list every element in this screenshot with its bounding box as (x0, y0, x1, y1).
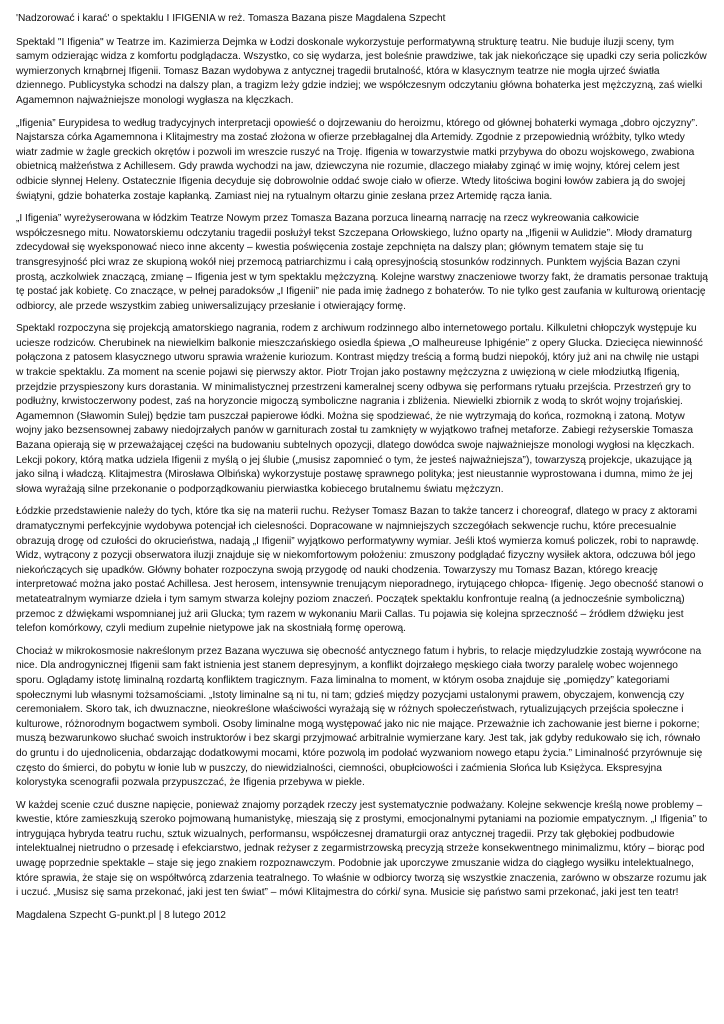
article-byline: Magdalena Szpecht G-punkt.pl | 8 lutego 2012 (16, 909, 226, 921)
article-paragraph-3: „I Ifigenia” wyreżyserowana w łódzkim Teatrze Nowym przez Tomasza Bazana porzuca linearną narrację na rzecz wykreowania całkowicie współczesnego mitu. Nowatorskiemu odczytaniu tragedii posłużył tekst Szczepana Orłowskiego, luźno oparty na „Ifigenii w Aulidzie”. Młody dramaturg zdecydował się wyeksponować nieco inne akcenty – kwestia poświęcenia zostaje zepchnięta na dalszy plan; głównym tematem staje się tu transgresyjność płci wraz ze skupioną wokół niej przemocą patriarchizmu i całą opresyjnością stosunków rodzinnych. Punktem wyjścia Bazan czyni prostą, aczkolwiek znaczącą, zmianę – Ifigenia jest w tym spektaklu mężczyzną. Kolejne warstwy znaczeniowe tworzy fakt, że dramatis personae traktują tę postać jak kobietę. Co znaczące, w pełnej paradoksów „I Ifigenii” nie pada imię żadnego z bohaterów. To nie tylko gest zaufania w kulturową orientację odbiorcy, ale przede wszystkim zabieg uniwersalizujący przesłanie i otwierający formę. (16, 213, 708, 312)
article-paragraph-5: Łódzkie przedstawienie należy do tych, które tka się na materii ruchu. Reżyser Tomasz Bazan to także tancerz i choreograf, dlatego w pracy z aktorami dramatycznymi perfekcyjnie wydobywa potencjał ich cielesności. Dopracowane w najmniejszych szczegółach sekwencje ruchu, które precesualnie obrazują drogę od czułości do okrucieństwa, nadają „I Ifigenii” wyjątkowo performatywny wymiar. Jeśli ktoś wymierza komuś policzek, robi to naprawdę. Widz, wytrącony z pozycji obserwatora iluzji znajduje się w niekomfortowym położeniu: zmuszony podglądać fizyczny wysiłek aktora, odczuwa ból jego niekończących się upadków. Główny bohater rozpoczyna swoją przygodę od nauki chodzenia. Towarzyszy mu Tomasz Bazan, którego kreację interpretować można jako postać Achillesa. Jest herosem, intensywnie trenującym nieporadnego, irytującego chłopca- Ifigenię. Jego obecność stanowi o metateatralnym wymiarze dzieła i tym samym stwarza kolejny poziom znaczeń. Początek spektaklu konfrontuje realną (a jednocześnie symboliczną) przemoc z dźwiękami wspomnianej już arii Glucka; tym razem w wykonaniu Marii Callas. Tu pojawia się kolejna sprzeczność – źródłem dźwięku jest telefon komórkowy, czyli medium zupełnie nietypowe jak na skostniałą formę operową. (16, 506, 704, 635)
article-paragraph-6: Chociaż w mikrokosmosie nakreślonym przez Bazana wyczuwa się obecność antycznego fatum i hybris, to relacje międzyludzkie zostają wywrócone na nice. Dla androgynicznej Ifigenii sam fakt istnienia jest stanem depresyjnym, a konflikt dojrzałego męskiego ciała tworzy paralelę wobec wojennego sporu. Oglądamy istotę liminalną rozdartą konfliktem tragicznym. Faza liminalna to moment, w którym osoba znajduje się „pomiędzy” kategoriami społecznymi lub własnymi tożsamościami. „Istoty liminalne są ni tu, ni tam; gdzieś między pozycjami ustalonymi prawem, obyczajem, konwencją czy ceremoniałem. Skoro tak, ich dwuznaczne, nieokreślone właściwości wyrażają się w różnych społeczeństwach, rytualizujących przejścia społeczne i kulturowe, różnorodnym bogactwem symboli. Osoby liminalne mogą występować jako nic nie mające. Przeważnie ich zachowanie jest bierne i pokorne; muszą bezwarunkowo słuchać swoich instruktorów i bez skargi przyjmować arbitralnie wymierzane kary. Jest tak, jak gdyby redukowało się ich, równało do gruntu i do ujednolicenia, obdarzając dodatkowymi mocami, które pozwolą im podołać wyzwaniom nowego etapu życia.” Liminalność przyrównuje się często do śmierci, do pobytu w łonie lub w puszczy, do niewidzialności, ciemności, obupłciowości i zaćmienia Słońca lub Księżyca. Ekspresyjna kolorystyka scenografii pozwala przypuszczać, że Ifigenia przebywa w piekle. (16, 645, 703, 789)
article-paragraph-7: W każdej scenie czuć duszne napięcie, ponieważ znajomy porządek rzeczy jest systematycznie podważany. Kolejne sekwencje kreślą nowe problemy – kwestie, które zamieszkują szeroko pojmowaną humanistykę, mieszają się z prostymi, emocjonalnymi pytaniami na poziomie empatycznym. „I Ifigenia” to intrygująca hybryda teatru ruchu, sztuk wizualnych, performansu, współczesnej dramaturgii oraz antycznej tragedii. Przy tak głębokiej podbudowie intelektualnej nietrudno o przesadę i efekciarstwo, jednak reżyser z zegarmistrzowską precyzją strzeże konsekwentnego minimalizmu, który – biorąc pod uwagę poprzednie spektakle – staje się jego znakiem rozpoznawczym. Podobnie jak uporczywe zmuszanie widza do ciągłego wysiłku intelektualnego, które sprawia, że staje się on współtwórcą zdarzenia teatralnego. To właśnie w odbiorcy tworzą się wszystkie znaczenia, zarówno w obszarze rozumu jak i uczuć. „Musisz się sama przekonać, jaki jest ten świat” – mówi Klitajmestra do córki/ syna. Musicie się państwo sami przekonać, jaki jest ten teatr! (16, 799, 708, 899)
article-paragraph-2: „Ifigenia” Eurypidesa to według tradycyjnych interpretacji opowieść o dojrzewaniu do heroizmu, którego od głównej bohaterki wymaga „dobro ojczyzny”. Najstarsza córka Agamemnona i Klitajmestry ma zostać złożona w ofierze przebłagalnej dla Artemidy. Zgodnie z przepowiednią wróżbity, tylko wtedy wiatr zadmie w żagle greckich okrętów i pozwoli im wreszcie ruszyć na Troję. Ifigenia w towarzystwie matki przybywa do obozu wojskowego, zwabiona obietnicą małżeństwa z Achillesem. Gdy prawda wychodzi na jaw, dziewczyna nie rozumie, dlaczego miałaby zginąć w imię wojny, której celem jest odbicie słynnej Heleny. Ostatecznie Ifigenia decyduje się dobrowolnie oddać swoje ciało w ofierze. Wtedy litościwa bogini łowów zabiera ją do swojej świątyni, gdzie bohaterka zostaje kapłanką. Zamiast niej na rytualnym ołtarzu ginie zesłana przez Artemidę rącza łania. (16, 117, 698, 202)
article-title: 'Nadzorować i karać' o spektaklu I IFIGENIA w reż. Tomasza Bazana pisze Magdalena Szpecht (16, 13, 446, 24)
article-paragraph-1: Spektakl "I Ifigenia" w Teatrze im. Kazimierza Dejmka w Łodzi doskonale wykorzystuje performatywną strukturę teatru. Nie buduje iluzji sceny, tym samym odzierając widza z komfortu podglądacza. Wszystko, co się wydarza, jest boleśnie prawdziwe, tak jak niekończące się upadki czy seria policzków wymierzonych krnąbrnej Ifigenii. Tomasz Bazan wydobywa z antycznej tragedii brutalność, która w klasycznym teatrze nie mogła ujrzeć światła dziennego. Publicystyka schodzi na dalszy plan, a tragizm leży gdzie indziej; we współczesnym odczytaniu główna bohaterka jest mężczyzną, zaś wielki Agamemnon najważniejsze monologi wygłasza na klęczkach. (16, 36, 707, 106)
article-paragraph-4: Spektakl rozpoczyna się projekcją amatorskiego nagrania, rodem z archiwum rodzinnego albo internetowego portalu. Kilkuletni chłopczyk występuje ku uciesze rodziców. Cherubinek na niewielkim balkonie mieszczańskiego osiedla śpiewa „O malheureuse Iphigénie” z opery Glucka. Dziecięca niewinność połączona z patosem klasycznego utworu sprawia wrażenie kuriozum. Kontrast między treścią a formą budzi niepokój, który już ani na chwilę nie ustąpi w trakcie spektaklu. Za moment na scenie pojawi się pierwszy aktor. Piotr Trojan jako postawny mężczyzna z uwięzioną w ciele młodziutką Ifigenią, przejdzie przyspieszony kurs dorastania. W minimalistycznej przestrzeni kameralnej sceny odbywa się performans rytuału przejścia. Przestrzeń gry to podłużny, krwistoczerwony podest, zaś na horyzoncie migoczą symboliczne nagrania i zbliżenia. Niewielki zbiornik z wodą to skrót wojny trojańskiej. Agamemnon (Sławomin Sulej) będzie tam puszczał papierowe łódki. Można się spodziewać, że nie wytrzymają do końca, rozmokną i zatoną. Motyw wojny jako bezsensownej zabawy niedojrzałych panów w garniturach został tu zamknięty w wyjątkowo trafnej metaforze. Zabiegi reżyserskie Tomasza Bazana opierają się w przeważającej części na budowaniu subtelnych opozycji, dlatego dowódca swoje najważniejsze monologi wygłosi na klęczkach. Lekcji pokory, którą matka udziela Ifigenii z myślą o jej ślubie („musisz zapomnieć o tym, że jesteś najważniejsza”), towarzyszą projekcje, ukazujące ją jako silną i władczą. Klitajmestra (Mirosława Olbińska) wykorzystuje postawę sprawnego polityka; jest nieustannie wyprostowana i dumna, mimo że jej słowa wyrażają silne przekonanie o podporządkowaniu pierwiastka kobiecego brutalnemu światu mężczyzn. (16, 323, 703, 495)
